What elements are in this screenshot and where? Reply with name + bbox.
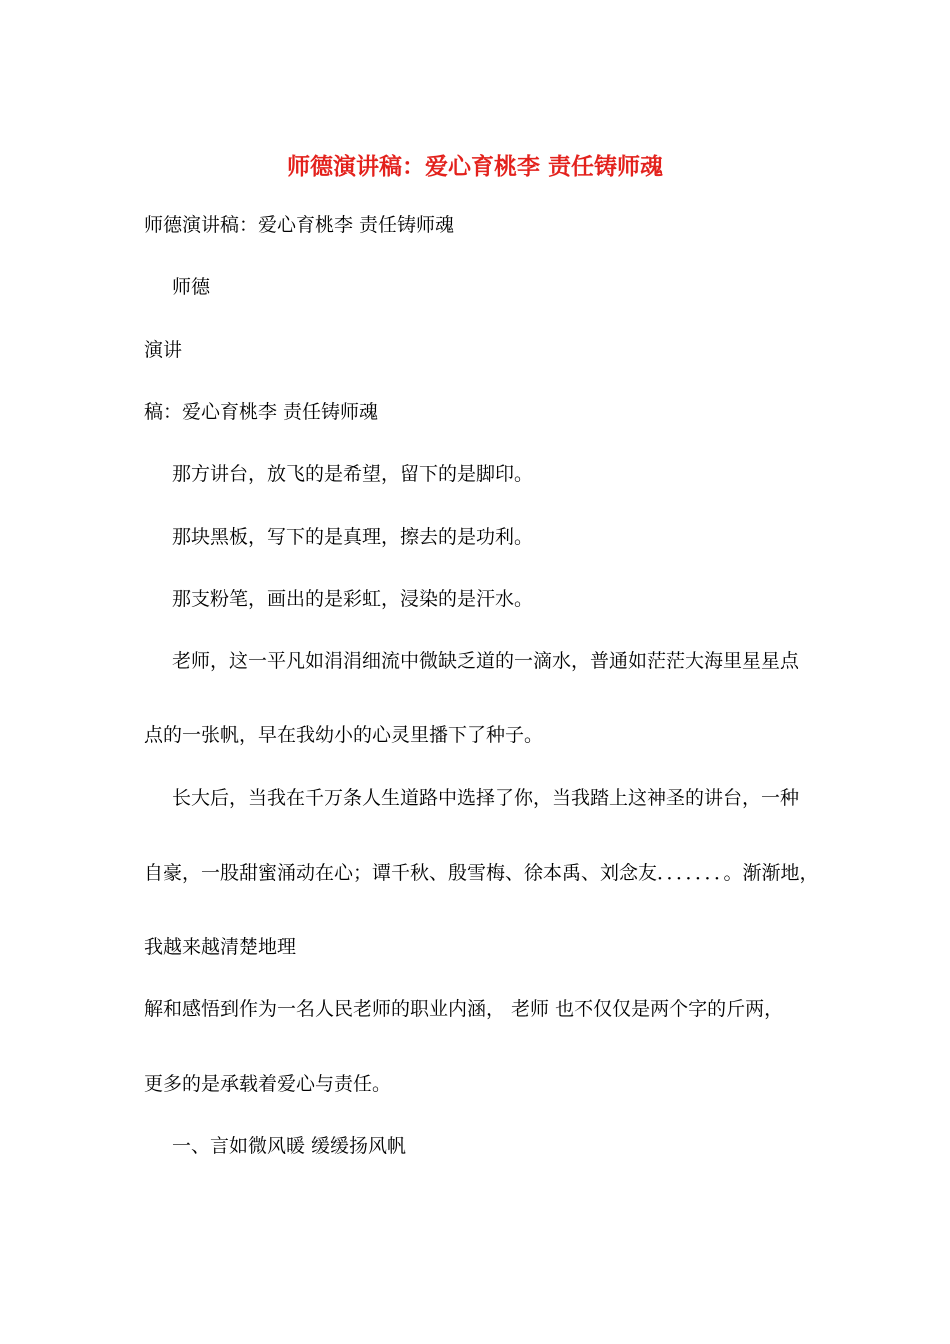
section-heading: 一、言如微风暖 缓缓扬风帆: [172, 1135, 407, 1157]
paragraph-line: 那方讲台，放飞的是希望，留下的是脚印。: [172, 463, 534, 485]
subtitle-line: 师德演讲稿：爱心育桃李 责任铸师魂: [144, 214, 455, 236]
paragraph-line: 那块黑板，写下的是真理，擦去的是功利。: [172, 526, 534, 548]
paragraph-line: 自豪，一股甜蜜涌动在心；谭千秋、殷雪梅、徐本禹、刘念友．．．．．．．。渐渐地，: [144, 862, 819, 884]
paragraph-line: 更多的是承载着爱心与责任。: [144, 1073, 392, 1095]
paragraph-line: 师德: [172, 276, 211, 298]
paragraph-line: 长大后，当我在千万条人生道路中选择了你，当我踏上这神圣的讲台，一种: [172, 787, 800, 809]
paragraph-line: 稿：爱心育桃李 责任铸师魂: [144, 401, 379, 423]
paragraph-line: 演讲: [144, 339, 183, 361]
paragraph-line: 点的一张帆，早在我幼小的心灵里播下了种子。: [144, 724, 544, 746]
paragraph-line: 老师，这一平凡如涓涓细流中微缺乏道的一滴水，普通如茫茫大海里星星点: [172, 650, 800, 672]
paragraph-line: 我越来越清楚地理: [144, 936, 297, 958]
document-title: 师德演讲稿：爱心育桃李 责任铸师魂: [286, 154, 663, 180]
paragraph-line: 解和感悟到作为一名人民老师的职业内涵， 老师 也不仅仅是两个字的斤两，: [144, 998, 784, 1020]
paragraph-line: 那支粉笔，画出的是彩虹，浸染的是汗水。: [172, 588, 534, 610]
